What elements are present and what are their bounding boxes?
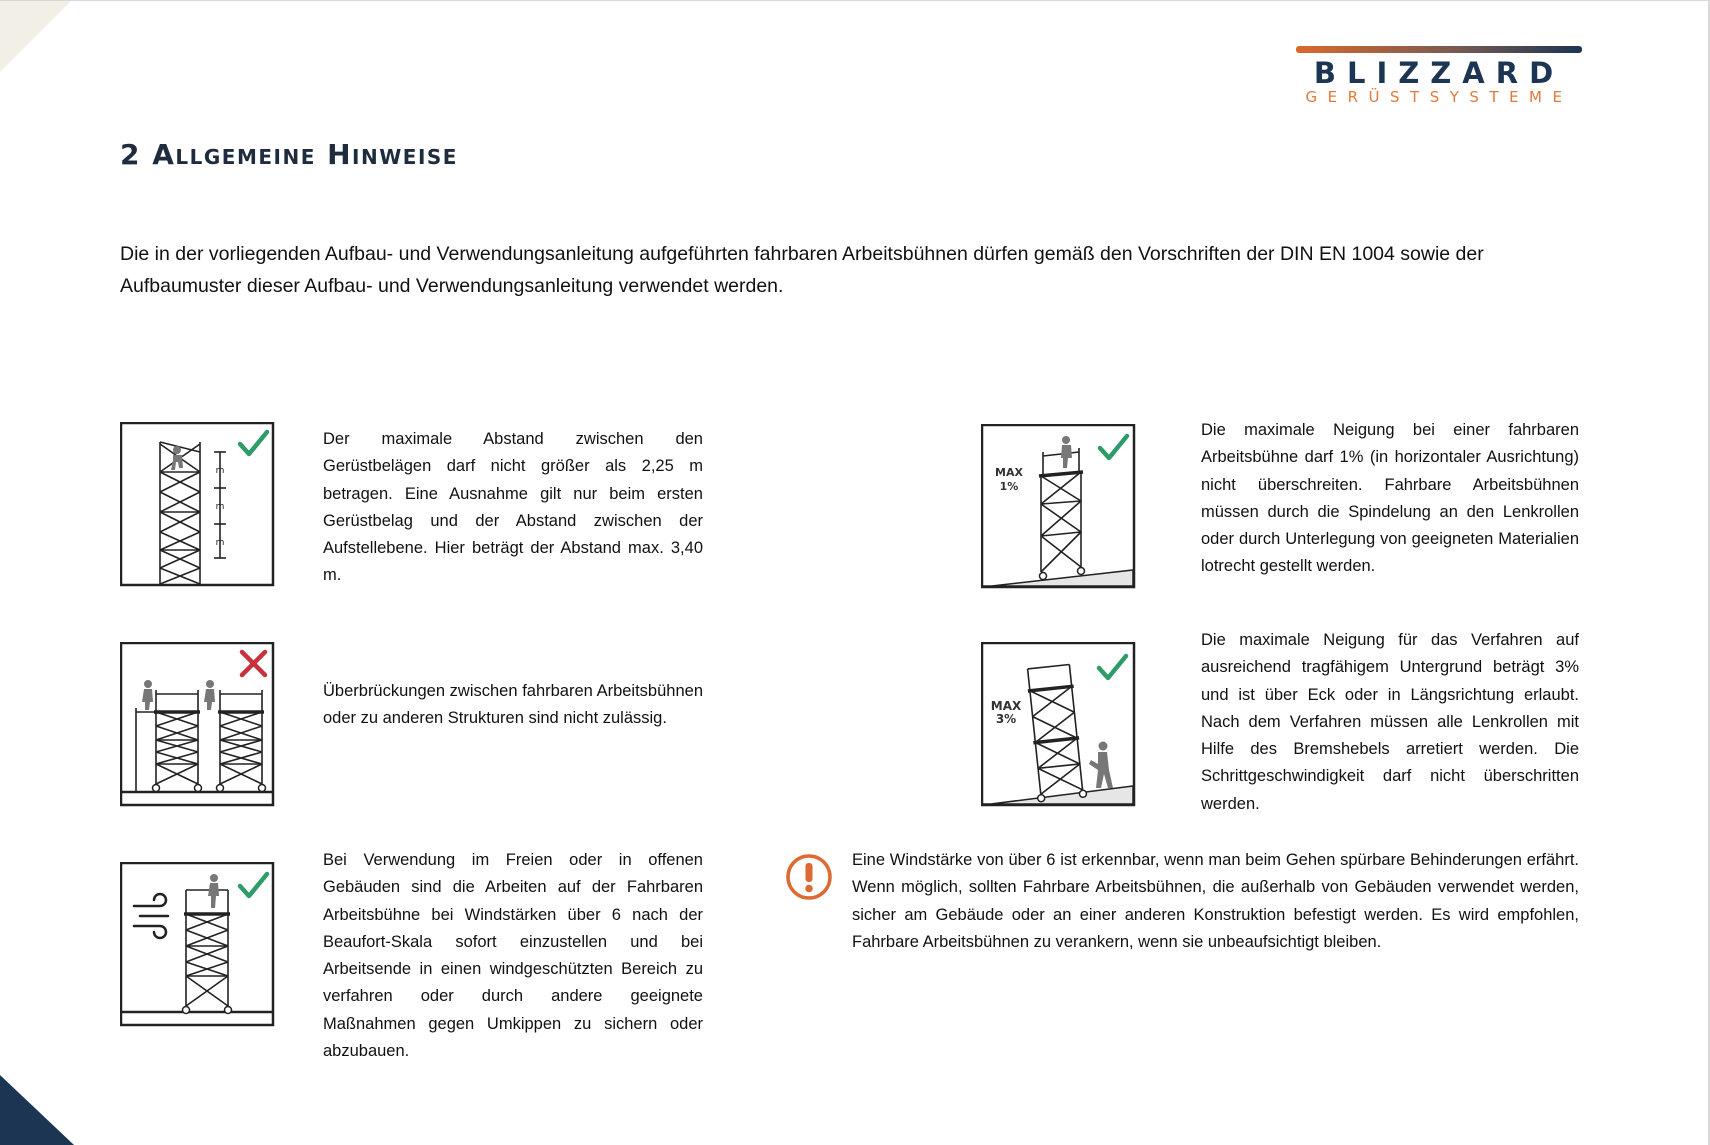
section-title: 2 Allgemeine Hinweise (120, 138, 458, 171)
illustration-wind (120, 862, 276, 1028)
illustration-deck-spacing (120, 422, 276, 588)
deck-spacing-label: m (215, 466, 225, 476)
illustration-incline-3-percent (981, 642, 1137, 808)
incline-label-max: MAX (995, 466, 1023, 479)
corner-decoration-bottom (0, 1065, 80, 1145)
item-text-wind: Bei Verwendung im Freien oder in offenen Gebäuden sind die Arbeiten auf der Fahrbaren Arbeitsbühne bei Windstärken über 6 nach der Beaufort-Skala sofort einzustellen und bei Arbeitsende in einen windgeschützten Bereich zu verfahren oder durch andere geeignete Maßnahmen gegen Umkippen zu sichern oder abzubauen. (323, 851, 703, 1061)
incline-label-value: 3% (995, 712, 1017, 726)
item-text-deck-spacing: Der maximale Abstand zwischen den Gerüstbelägen darf nicht größer als 2,25 m betragen. Eine Ausnahme gilt nur beim ersten Gerüstbelag und der Abstand zwischen der Aufstellebene. Hier beträgt der Abstand max. 3,40 m. (323, 430, 703, 585)
page-edge-top (0, 0, 1710, 1)
deck-spacing-label: m (215, 538, 225, 548)
item-text-incline-3-percent: Die maximale Neigung für das Verfahren auf ausreichend tragfähigem Untergrund beträgt 3% und ist über Eck oder in Längsrichtung erlaubt. Nach dem Verfahren müssen alle Lenkrollen mit Hilfe des Bremshebels arretiert werden. Die Schrittgeschwindigkeit darf nicht überschritten werden. (1201, 631, 1579, 813)
incline-label-value: 1% (999, 480, 1019, 493)
exclamation-icon (784, 852, 834, 902)
incline-label-max: MAX (990, 699, 1022, 713)
logo-tagline: GERÜSTSYSTEME (1305, 88, 1573, 106)
brand-logo (1296, 46, 1582, 108)
logo-wordmark: BLIZZARD (1313, 56, 1565, 90)
item-text-incline-1-percent: Die maximale Neigung bei einer fahrbaren Arbeitsbühne darf 1% (in horizontaler Ausrichtung) nicht überschreiten. Fahrbare Arbeitsbühnen müssen durch die Spindelung an den Lenkrollen oder durch Unterlegung von geeigneten Materialien lotrecht gestellt werden. (1201, 421, 1579, 576)
illustration-incline-1-percent (981, 424, 1137, 590)
warning-text: Eine Windstärke von über 6 ist erkennbar, wenn man beim Gehen spürbare Behinderungen erfährt. Wenn möglich, sollten Fahrbare Arbeitsbühnen, die außerhalb von Gebäuden verwendet werden, sicher am Gebäude oder an einer anderen Konstruktion befestigt werden. Es wird empfohlen, Fahrbare Arbeitsbühnen zu verankern, wenn sie unbeaufsichtigt bleiben. (852, 851, 1579, 951)
item-text-no-bridging: Überbrückungen zwischen fahrbaren Arbeitsbühnen oder zu anderen Strukturen sind nicht zulässig. (323, 682, 703, 728)
corner-decoration-top (0, 0, 80, 80)
deck-spacing-label: m (215, 502, 225, 512)
logo-bar (1296, 46, 1582, 53)
illustration-no-bridging (120, 642, 276, 808)
intro-paragraph: Die in der vorliegenden Aufbau- und Verwendungsanleitung aufgeführten fahrbaren Arbeitsbühnen dürfen gemäß den Vorschriften der DIN EN 1004 sowie der Aufbaumuster dieser Aufbau- und Verwendungsanleitung verwendet werden. (120, 243, 1484, 297)
